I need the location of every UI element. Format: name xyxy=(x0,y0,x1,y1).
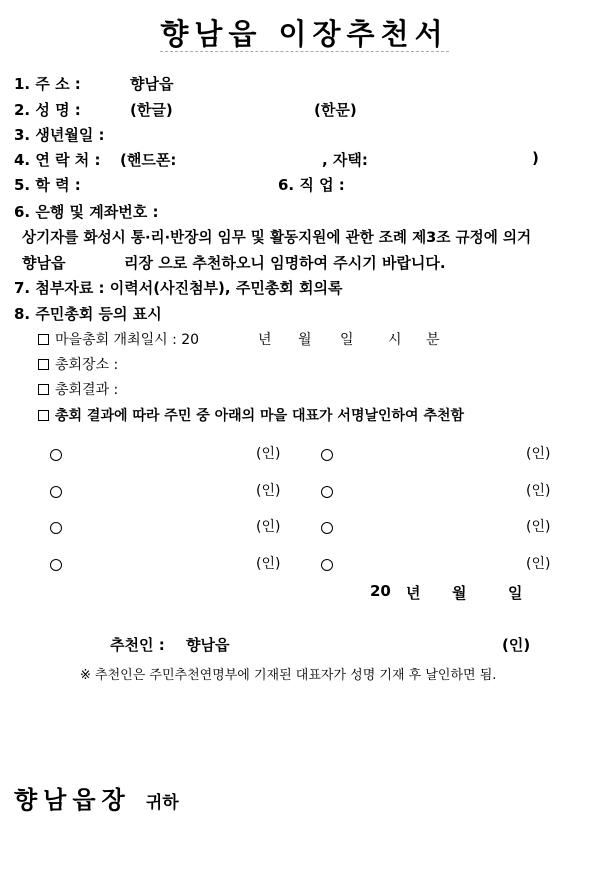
date-month: 월 xyxy=(298,332,312,348)
address-value: 향남읍 xyxy=(130,75,174,93)
signature-circle xyxy=(321,446,333,465)
date-hour: 시 xyxy=(388,332,402,348)
section8-heading: 8. 주민총회 등의 표시 xyxy=(14,305,162,323)
contact-close: ) xyxy=(532,149,539,167)
meeting-result-label: 총회결과 : xyxy=(55,382,119,398)
signature-seal: (인) xyxy=(526,519,551,535)
education-label: 5. 학 력 : xyxy=(14,176,81,194)
signature-seal: (인) xyxy=(256,446,281,462)
meeting-place-row xyxy=(38,354,118,374)
signature-seal: (인) xyxy=(256,556,281,572)
addressee xyxy=(14,780,179,815)
name-korean: (한글) xyxy=(130,101,173,119)
document-title: 향남읍 이장추천서 xyxy=(160,17,449,51)
signature-seal: (인) xyxy=(256,519,281,535)
name-label: 2. 성 명 : xyxy=(14,101,81,119)
attachment-line: 7. 첨부자료 : 이력서(사진첨부), 주민총회 회의록 xyxy=(14,279,343,297)
sign-date-day: 일 xyxy=(508,584,523,602)
meeting-date-row xyxy=(38,329,199,349)
date-year: 년 xyxy=(258,332,272,348)
birth-label: 3. 생년월일 : xyxy=(14,126,105,144)
name-hanja: (한문) xyxy=(314,101,357,119)
recommender-seal: (인) xyxy=(502,636,531,654)
checkbox-meeting-result[interactable] xyxy=(38,384,49,395)
checkbox-meeting-date[interactable] xyxy=(38,334,49,345)
contact-label: 4. 연 락 처 : xyxy=(14,151,101,169)
meeting-result-row xyxy=(38,379,118,399)
checkbox-recommendation[interactable] xyxy=(38,410,49,421)
signature-circle xyxy=(50,446,62,465)
date-minute: 분 xyxy=(426,332,440,348)
signature-seal: (인) xyxy=(526,446,551,462)
recommendation-note: 총회 결과에 따라 주민 중 아래의 마을 대표가 서명날인하여 추천함 xyxy=(55,408,465,424)
checkbox-meeting-place[interactable] xyxy=(38,359,49,370)
signature-circle xyxy=(50,519,62,538)
bank-label: 6. 은행 및 계좌번호 : xyxy=(14,203,159,221)
signature-circle xyxy=(321,519,333,538)
signature-seal: (인) xyxy=(526,483,551,499)
statement-place: 향남읍 xyxy=(22,254,66,272)
signature-circle xyxy=(50,483,62,502)
sign-date-year: 년 xyxy=(406,584,421,602)
recommender-note: ※ 추천인은 주민추천연명부에 기재된 대표자가 성명 기재 후 날인하면 됨. xyxy=(80,668,497,683)
recommender-label: 추천인 : xyxy=(110,636,165,654)
sign-date-prefix: 20 xyxy=(370,582,391,600)
statement-line-2: 리장 으로 추천하오니 임명하여 주시기 바랍니다. xyxy=(124,254,446,272)
statement-line-1: 상기자를 화성시 통·리·반장의 임무 및 활동지원에 관한 조례 제3조 규정에 의거 xyxy=(22,229,532,246)
addressee-suffix: 귀하 xyxy=(145,793,179,813)
signature-circle xyxy=(50,556,62,575)
job-label: 6. 직 업 : xyxy=(278,176,345,194)
sign-date-month: 월 xyxy=(452,584,467,602)
signature-seal: (인) xyxy=(526,556,551,572)
meeting-date-label: 마을총회 개최일시 : 20 xyxy=(55,332,200,348)
contact-mobile: (핸드폰: xyxy=(120,151,177,169)
date-day: 일 xyxy=(340,332,354,348)
contact-home: , 자택: xyxy=(322,151,368,169)
recommender-place: 향남읍 xyxy=(186,636,230,654)
signature-seal: (인) xyxy=(256,483,281,499)
recommendation-row xyxy=(38,405,464,425)
addressee-title: 향남읍장 xyxy=(14,785,131,814)
signature-circle xyxy=(321,483,333,502)
meeting-place-label: 총회장소 : xyxy=(55,357,119,373)
address-label: 1. 주 소 : xyxy=(14,75,81,93)
signature-circle xyxy=(321,556,333,575)
